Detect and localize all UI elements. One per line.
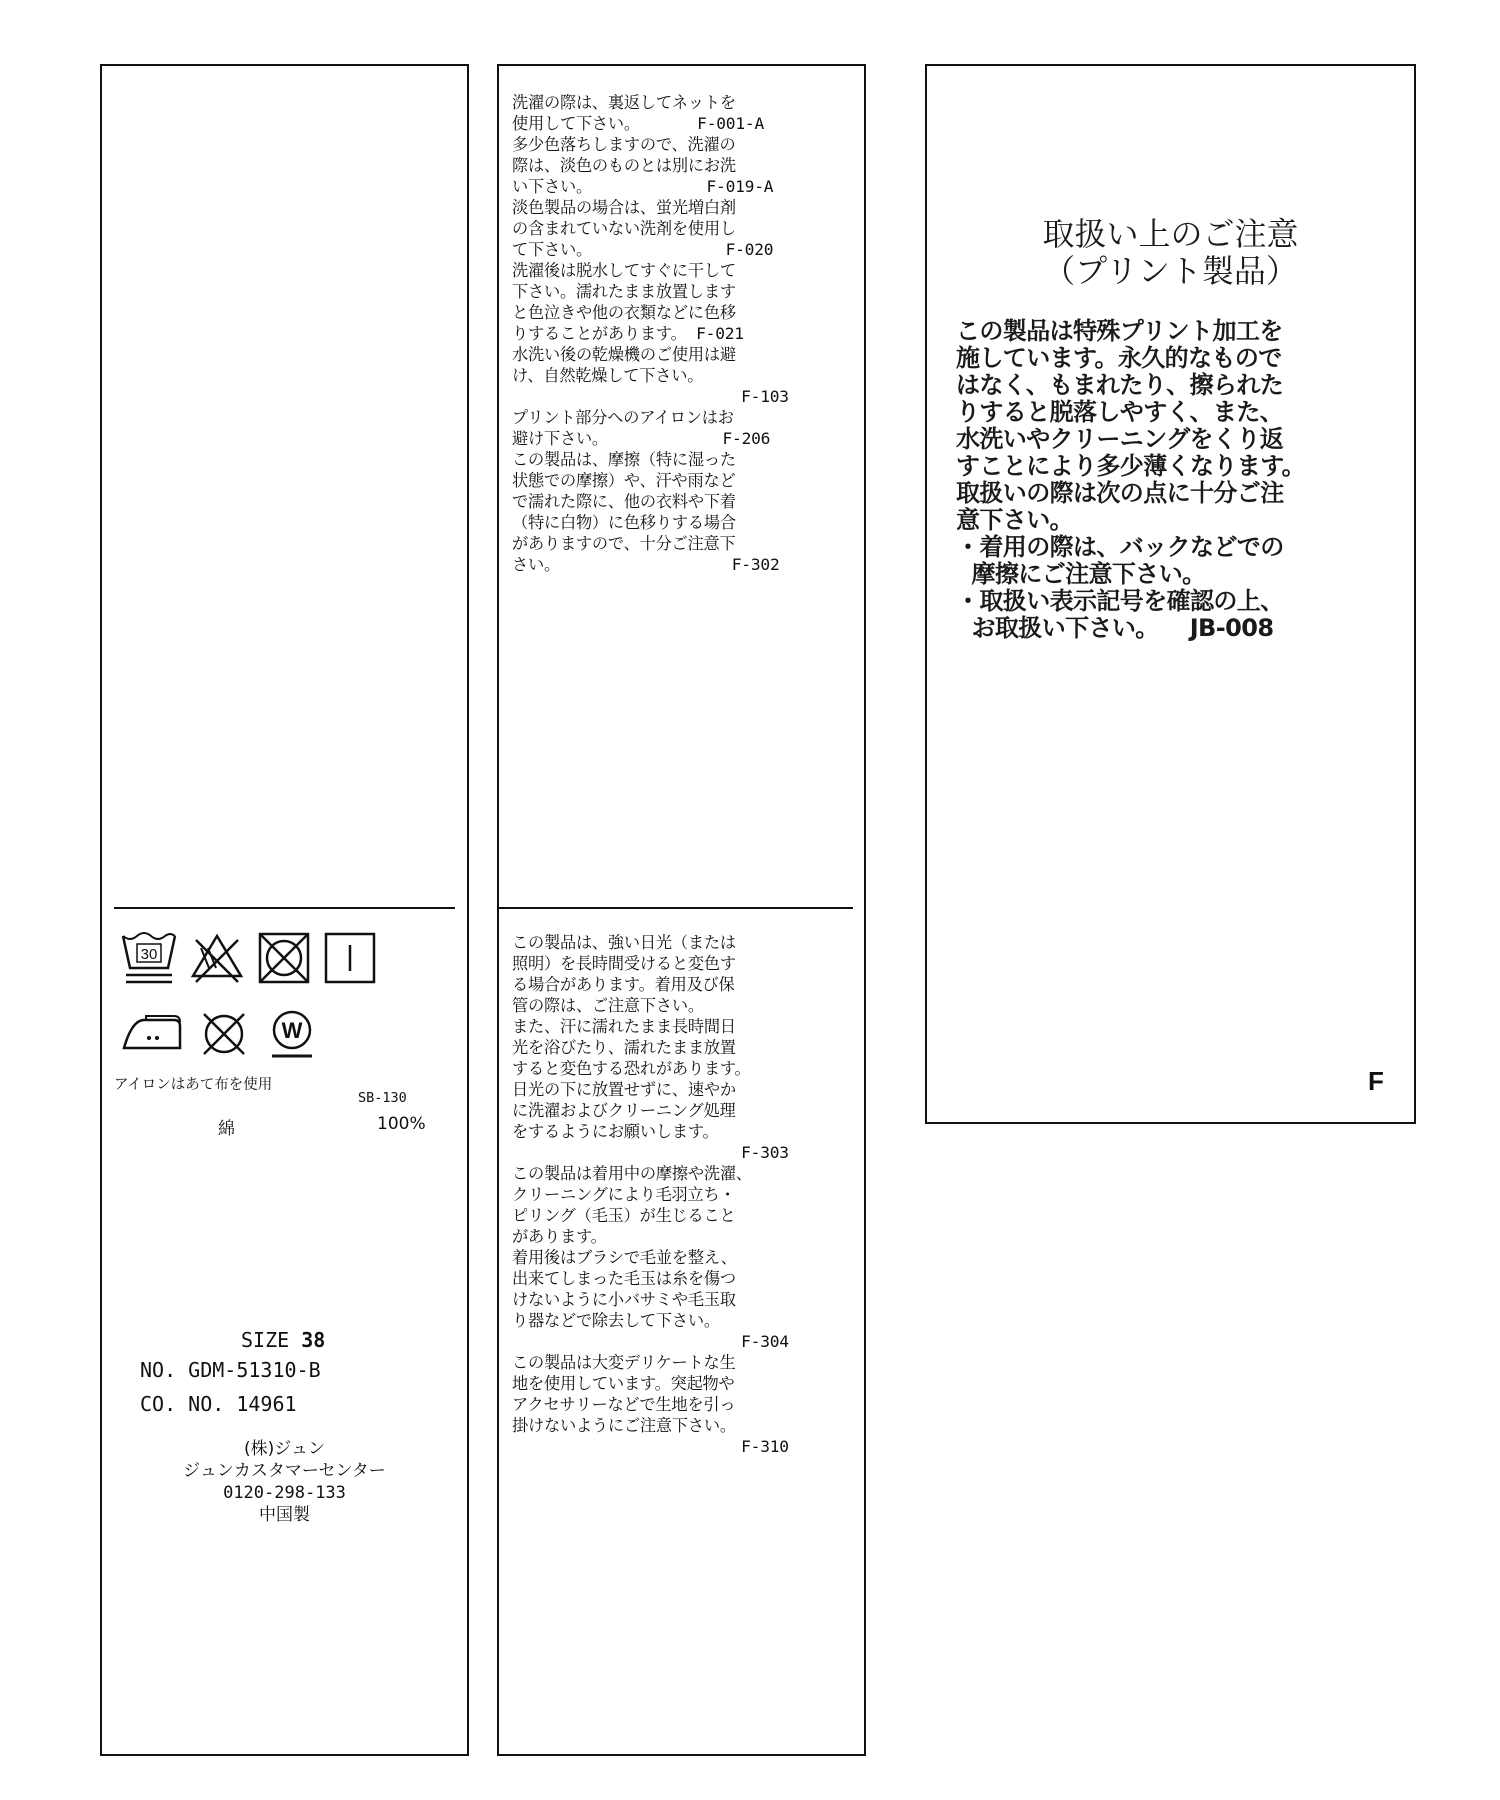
title-line-1: 取扱い上のご注意 [1042, 215, 1299, 253]
wet-clean-gentle-icon [264, 1006, 320, 1062]
size-line [241, 1328, 325, 1352]
no-dry-clean-icon [196, 1006, 252, 1062]
phone-number: 0120-298-133 [223, 1483, 346, 1503]
label-divider [114, 907, 455, 909]
iron-note: アイロンはあて布を使用 [114, 1077, 273, 1093]
iron-code: SB-130 [358, 1090, 407, 1106]
customer-center: ジュンカスタマーセンター [183, 1461, 386, 1481]
maker-block [102, 1438, 467, 1526]
label-divider [499, 907, 853, 909]
line-dry-icon [322, 930, 378, 986]
print-care-title [927, 216, 1414, 290]
print-care-label [925, 64, 1416, 1124]
iron-low-icon [120, 1010, 184, 1058]
care-label-middle [497, 64, 866, 1756]
product-number: NO. GDM-51310-B [140, 1358, 321, 1382]
care-symbols-row-2 [120, 1006, 320, 1062]
svg-text:30: 30 [140, 946, 158, 963]
wash-30-gentle-icon [120, 930, 178, 986]
size-value: 38 [301, 1328, 326, 1352]
care-label-left [100, 64, 469, 1756]
svg-text:W: W [281, 1018, 303, 1043]
print-care-body: この製品は特殊プリント加工を 施しています。永久的なもので はなく、もまれたり、擦られた りすると脱落しやすく、また、 水洗いやクリーニングをくり返 すことにより多少薄くなります。 取扱いの際は次の点に十分ご注 意下さい。 ・着用の際は、バックなどでの 摩擦にご注意下さい。 ・取扱い表示記号を確認の上、 お取扱い下さい。 JB-008 [956, 317, 1306, 642]
care-notes-bottom: この製品は、強い日光（または 照明）を長時間受けると変色す る場合があります。着用及び保 管の際は、ご注意下さい。 また、汗に濡れたまま長時間日 光を浴びたり、濡れたまま放置 すると変色する恐れがあります。 日光の下に放置せずに、速やか に洗濯およびクリーニング処理 をするようにお願いします。 F-303 この製品は着用中の摩擦や洗濯、 クリーニングにより毛羽立ち・ ピリング（毛玉）が生じること があります。 着用後はブラシで毛並を整え、 出来てしまった毛玉は糸を傷つ けないように小バサミや毛玉取 り器などで除去して下さい。 F-304 この製品は大変デリケートな生 地を使用しています。突起物や アクセサリーなどで生地を引っ 掛けないようにご注意下さい。 F-310 [512, 933, 789, 1456]
origin: 中国製 [259, 1505, 310, 1525]
care-symbols-row-1 [120, 930, 378, 986]
fabric-percent: 100% [377, 1114, 426, 1134]
company-number: CO. NO. 14961 [140, 1392, 297, 1416]
label-code: F [1368, 1066, 1384, 1096]
size-prefix: SIZE [241, 1328, 290, 1352]
no-tumble-dry-icon [256, 930, 312, 986]
care-notes-top: 洗濯の際は、裏返してネットを 使用して下さい。 F-001-A 多少色落ちしますので、洗濯の 際は、淡色のものとは別にお洗 い下さい。 F-019-A 淡色製品の場合は、蛍光増白剤 の含まれていない洗剤を使用し て下さい。 F-020 洗濯後は脱水してすぐに干して 下さい。濡れたまま放置します と色泣きや他の衣類などに色移 りすることがあります。 F-021 水洗い後の乾燥機のご使用は避 け、自然乾燥して下さい。 F-103 プリント部分へのアイロンはお 避け下さい。 F-206 この製品は、摩擦（特に湿った 状態での摩擦）や、汗や雨など で濡れた際に、他の衣料や下着 （特に白物）に色移りする場合 がありますので、十分ご注意下 さい。 F-302 [512, 93, 789, 574]
maker-company: (株)ジュン [244, 1439, 325, 1459]
fabric-name: 綿 [218, 1119, 235, 1139]
no-bleach-icon [188, 930, 246, 986]
title-line-2: （プリント製品） [1043, 252, 1298, 290]
